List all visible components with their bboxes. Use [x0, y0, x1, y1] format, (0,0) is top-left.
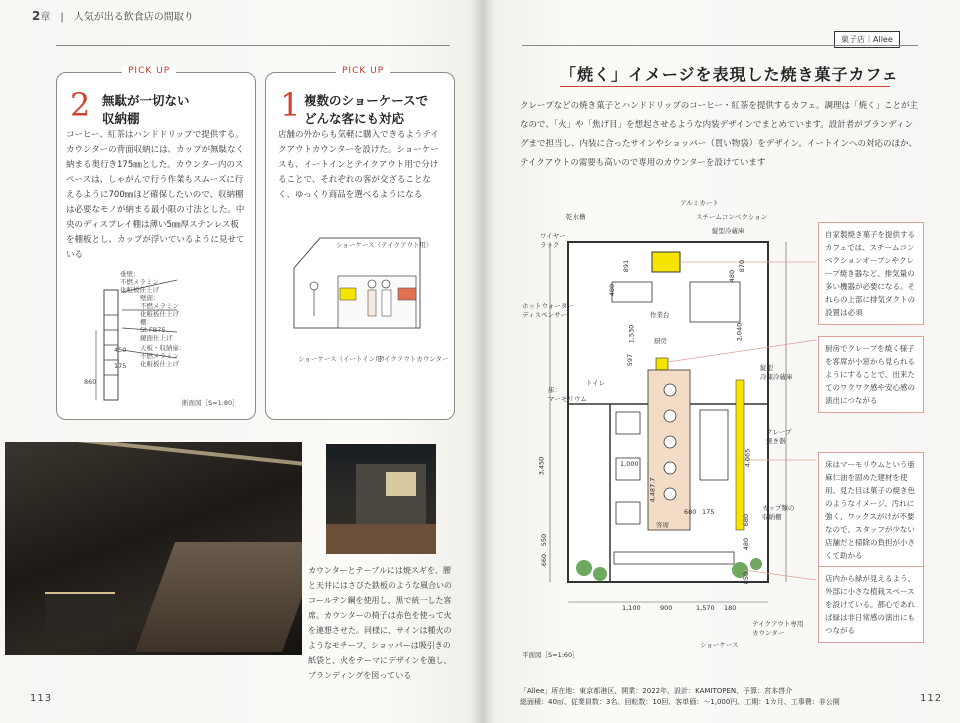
dim-right-480: 480 [742, 537, 751, 551]
dim-right-850: 850 [742, 571, 751, 585]
page-number-right: 112 [920, 693, 943, 704]
pick2-label-2: 壁面： 不燃メラミン 化粧板仕上げ [140, 294, 179, 318]
chapter-header: 2章 | 人気が出る飲食店の間取り [32, 9, 194, 23]
note-floor: 床はマーモリウムという亜麻仁油を固めた建材を使用。見た目は菓子の焼き色のようなイメージ。汚れに強く、ワックスがけが不要なので、スタッフが少ない店舗だと掃除の負担が小さくて助かる [818, 452, 924, 568]
plan-label-work-table: 作業台 [650, 311, 670, 319]
interior-photo [5, 442, 302, 655]
chapter-label: 章 [40, 12, 51, 23]
note-window: 厨房でクレープを焼く様子を客席が小窓から見られるようにすることで、出来たてのワクワク感や安心感の演出につながる [818, 336, 924, 413]
pick2-body: コーヒー、紅茶はハンドドリップで提供する。カウンターの背面収納には、カップが無駄なく納まる奥行き175㎜とした。カウンター内のスペースは、しゃがんで行う作業もスムーズに行えるように700㎜ほど確保したいので、収納棚は必要なモノが納まる最小限の寸法とした。中央のディスプレイ棚は薄い5㎜厚ステンレス板を棚板とし、カップが浮いているように見せている [66, 130, 245, 260]
dim-right-680: 680 [742, 513, 751, 527]
dim-right-2040: 2,040 [735, 322, 744, 342]
article-intro: クレープなどの焼き菓子とハンドドリップのコーヒー・紅茶を提供するカフェ。調理は「焼く」ことが主なので、「火」や「焦げ目」を想起させるような内装デザインでまとめています。設計者がブランディングまで担当し、内装に合ったサインやショッパー（買い物袋）をデザイン。イートインへの対応のほか、テイクアウトの需要も高いので専用のカウンターを設けています [520, 101, 918, 168]
dim-inner-1000: 1,000 [620, 460, 639, 468]
note-greenery: 店内から緑が見えるよう、外部に小さな植栽スペースを設けている。都心であれば緑は非日常感の演出にもつながる [818, 566, 924, 643]
dim-inner-680: 680 [684, 508, 697, 516]
chapter-number: 2 [32, 9, 41, 23]
pick1-title: 複数のショーケースで どんな客にも対応 [304, 93, 429, 126]
header-rule [56, 45, 450, 46]
plan-scale: 平面図［S=1:60］ [522, 651, 579, 659]
storefront-photo [326, 444, 436, 554]
shop-info-footer: 「Allee」所在地：東京都港区、開業：2022年、設計：KAMITOPEN、予算：宮本啓介 総面積：40㎡、従業員数：3名、回転数：10回、客単価：～1,000円、工期：1カ月、工事費：非公開 [520, 687, 840, 706]
dim-bottom-1100: 1,100 [622, 604, 641, 612]
dim-inner-891: 891 [622, 259, 631, 273]
pick1-body: 店舗の外からも気軽に購入できるようテイクアウトカウンターを設けた。ショーケースも、イートインとテイクアウト用で分けることで、それぞれの客が交ざることなく、ゆっくり商品を選べるようになる [278, 130, 439, 200]
pick2-dim-175: 175 [114, 362, 127, 370]
pick2-title: 無駄が一切ない 収納棚 [102, 93, 190, 126]
dim-inner-480: 480 [608, 283, 617, 297]
pick2-scale: 断面図［S=1:80］ [182, 399, 239, 407]
plan-label-fridge: 縦型冷蔵庫 [712, 227, 745, 235]
dim-right-4065: 4,065 [743, 448, 752, 468]
dim-inner-1530: 1,530 [627, 324, 636, 344]
plan-label-kitchen: 厨房 [654, 337, 667, 345]
dim-bottom-180: 180 [724, 604, 737, 612]
dim-inner-175: 175 [702, 508, 715, 516]
pick2-label: PICK UP [122, 66, 176, 76]
dim-top-870: 870 [738, 259, 747, 273]
dim-top-480: 480 [728, 269, 737, 283]
article-title: 「焼く」イメージを表現した焼き菓子カフェ [560, 65, 899, 84]
dim-bottom-900: 900 [660, 604, 673, 612]
pick1-number: 1 [280, 86, 301, 124]
plan-label-showcase: ショーケース [700, 641, 739, 649]
dim-inner-4487: 4,487.7 [648, 477, 657, 503]
plan-label-seats: 客席 [656, 521, 669, 529]
plan-label-takeout: テイクアウト専用 カウンター [752, 620, 804, 637]
pick2-dim-450: 450 [114, 346, 127, 354]
pick2-dim-860: 860 [84, 378, 97, 386]
plan-label-floor: 床： マーモリウム [548, 386, 587, 403]
plan-label-wire-rack: ワイヤー ラック [540, 232, 566, 249]
plan-label-hot-water: ホットウォーター ディスペンサー [522, 302, 574, 319]
pick1-label-takeout-showcase: ショーケース（テイクアウト用） [336, 241, 433, 249]
title-underline [560, 86, 890, 87]
floor-plan [520, 190, 820, 630]
plan-label-steam-convection: スチームコンベクション [696, 213, 768, 221]
note-exhaust: 自家製焼き菓子を提供するカフェでは、スチームコンベクションオーブンやクレープ焼き器など、排気量の多い機器が必要になる。それらの上部に排気ダクトの設置は必須 [818, 222, 924, 325]
chapter-title: 人気が出る飲食店の間取り [73, 12, 194, 23]
pick2-label-4: 天板・収納扉： 不燃メラミン 化粧板仕上げ [140, 344, 186, 368]
dim-inner-597: 597 [626, 353, 635, 367]
plan-label-cup-shelf: カップ類の 収納棚 [762, 504, 795, 521]
pick1-label-eatin-showcase: ショーケース（イートイン用） [298, 355, 389, 363]
shop-tag: 菓子店｜Allee [834, 31, 900, 48]
plan-label-kanryu: 乾水槽 [566, 213, 586, 221]
pick2-label-3: 棚： St-FB75 鏡面仕上げ [140, 318, 173, 342]
dim-left-550: 550 [540, 533, 549, 547]
pick2-number: 2 [70, 86, 91, 124]
plan-label-vertical-fridge: 縦型 冷凍冷蔵庫 [760, 364, 793, 381]
photo-caption: カウンターとテーブルには焼スギを、腰と天井にはさびた鉄板のような風合いのコールテン鋼を使用し、黒で統一した客席。カウンターの椅子は赤色を使って火を連想させた。同様に、サインは種火のようなモチーフ、ショッパーは吸引きの紙袋と、火をテーマにデザインを施し、ブランディングを図っている [308, 566, 452, 680]
plan-label-crepe: クレープ 焼き器 [766, 428, 792, 445]
dim-left-3450: 3,450 [537, 456, 546, 476]
plan-label-aluminum-cart: アルミカート [680, 199, 719, 207]
dim-left-660: 660 [540, 553, 549, 567]
pick2-label-1: 垂壁： 不燃メラミン 化粧板仕上げ [120, 270, 159, 294]
page-number-left: 113 [30, 693, 53, 704]
pick1-label-counter: テイクアウトカウンター [378, 355, 449, 363]
dim-bottom-1570: 1,570 [696, 604, 715, 612]
pick1-label: PICK UP [336, 66, 390, 76]
plan-label-toilet: トイレ [586, 379, 606, 387]
header-rule-right [522, 45, 918, 46]
